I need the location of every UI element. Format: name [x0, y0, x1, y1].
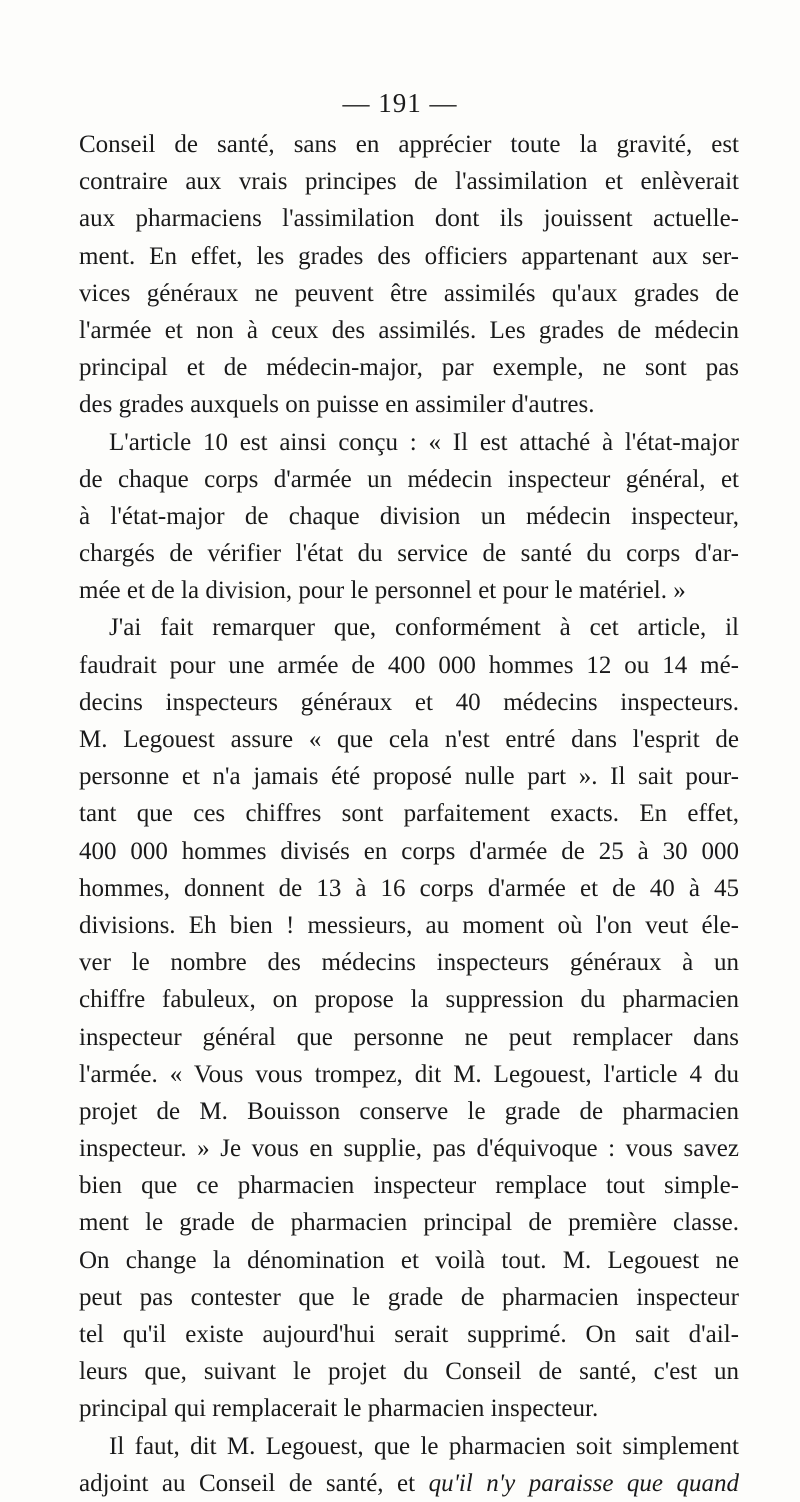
- text-line: decins inspecteurs généraux et 40 médecins inspecteurs.: [79, 688, 739, 716]
- text-line: vices généraux ne peuvent être assimilés qu'aux grades de: [79, 279, 739, 307]
- text-line: J'ai fait remarquer que, conformément à cet article, il: [109, 614, 739, 642]
- text-line: 400 000 hommes divisés en corps d'armée de 25 à 30 000: [79, 837, 739, 865]
- text-line: personne et n'a jamais été proposé nulle part ». Il sait pour-: [79, 763, 739, 791]
- text-line: bien que ce pharmacien inspecteur remplace tout simple-: [79, 1172, 739, 1200]
- text-line: l'armée et non à ceux des assimilés. Les grades de médecin: [79, 316, 739, 344]
- text-line: l'armée. « Vous vous trompez, dit M. Legouest, l'article 4 du: [79, 1060, 739, 1088]
- text-line: L'article 10 est ainsi conçu : « Il est attaché à l'état-major: [109, 428, 739, 456]
- text-line: contraire aux vrais principes de l'assimilation et enlèverait: [79, 168, 739, 196]
- text-line: aux pharmaciens l'assimilation dont ils jouissent actuelle-: [79, 205, 739, 233]
- text-line: des grades auxquels on puisse en assimiler d'autres.: [79, 391, 595, 419]
- text-line: hommes, donnent de 13 à 16 corps d'armée et de 40 à 45: [79, 874, 739, 902]
- text-line: à l'état-major de chaque division un médecin inspecteur,: [79, 502, 739, 530]
- text-line: chiffre fabuleux, on propose la suppression du pharmacien: [79, 986, 739, 1014]
- text-line: ment le grade de pharmacien principal de première classe.: [79, 1209, 739, 1237]
- text-line: ver le nombre des médecins inspecteurs généraux à un: [79, 949, 739, 977]
- text-line: ment. En effet, les grades des officiers appartenant aux ser-: [79, 242, 739, 270]
- text-line: tant que ces chiffres sont parfaitement exacts. En effet,: [79, 800, 739, 828]
- text-line: tel qu'il existe aujourd'hui serait supprimé. On sait d'ail-: [79, 1321, 739, 1348]
- text-line: M. Legouest assure « que cela n'est entré dans l'esprit de: [79, 726, 739, 753]
- text-line: principal et de médecin-major, par exemple, ne sont pas: [79, 354, 739, 382]
- text-line: inspecteur général que personne ne peut remplacer dans: [79, 1023, 739, 1051]
- text-line: chargés de vérifier l'état du service de santé du corps d'ar-: [79, 540, 739, 568]
- text-line: principal qui remplacerait le pharmacien inspecteur.: [79, 1395, 599, 1423]
- text-line: inspecteur. » Je vous en supplie, pas d'équivoque : vous savez: [79, 1135, 739, 1163]
- page-number: — 191 —: [342, 88, 458, 118]
- text-line: Conseil de santé, sans en apprécier toute la gravité, est: [79, 131, 739, 158]
- text-line: peut pas contester que le grade de pharmacien inspecteur: [79, 1283, 739, 1311]
- text-line: faudrait pour une armée de 400 000 hommes 12 ou 14 mé-: [79, 651, 739, 679]
- text-line: mée et de la division, pour le personnel et pour le matériel. »: [79, 577, 686, 605]
- text-line: On change la dénomination et voilà tout. M. Legouest ne: [79, 1246, 739, 1274]
- text-line: projet de M. Bouisson conserve le grade de pharmacien: [79, 1097, 739, 1125]
- text-line: leurs que, suivant le projet du Conseil de santé, c'est un: [79, 1358, 739, 1386]
- body-text: [79, 126, 739, 1502]
- text-italic: qu'il n'y paraisse que quand: [428, 1469, 739, 1497]
- text-line: Il faut, dit M. Legouest, que le pharmacien soit simplement: [109, 1432, 739, 1460]
- text-line: de chaque corps d'armée un médecin inspecteur général, et: [79, 465, 739, 493]
- text-plain: adjoint au Conseil de santé, et: [79, 1469, 429, 1497]
- text-line: divisions. Eh bien ! messieurs, au moment où l'on veut éle-: [79, 911, 739, 939]
- text-line-final: [79, 1465, 739, 1502]
